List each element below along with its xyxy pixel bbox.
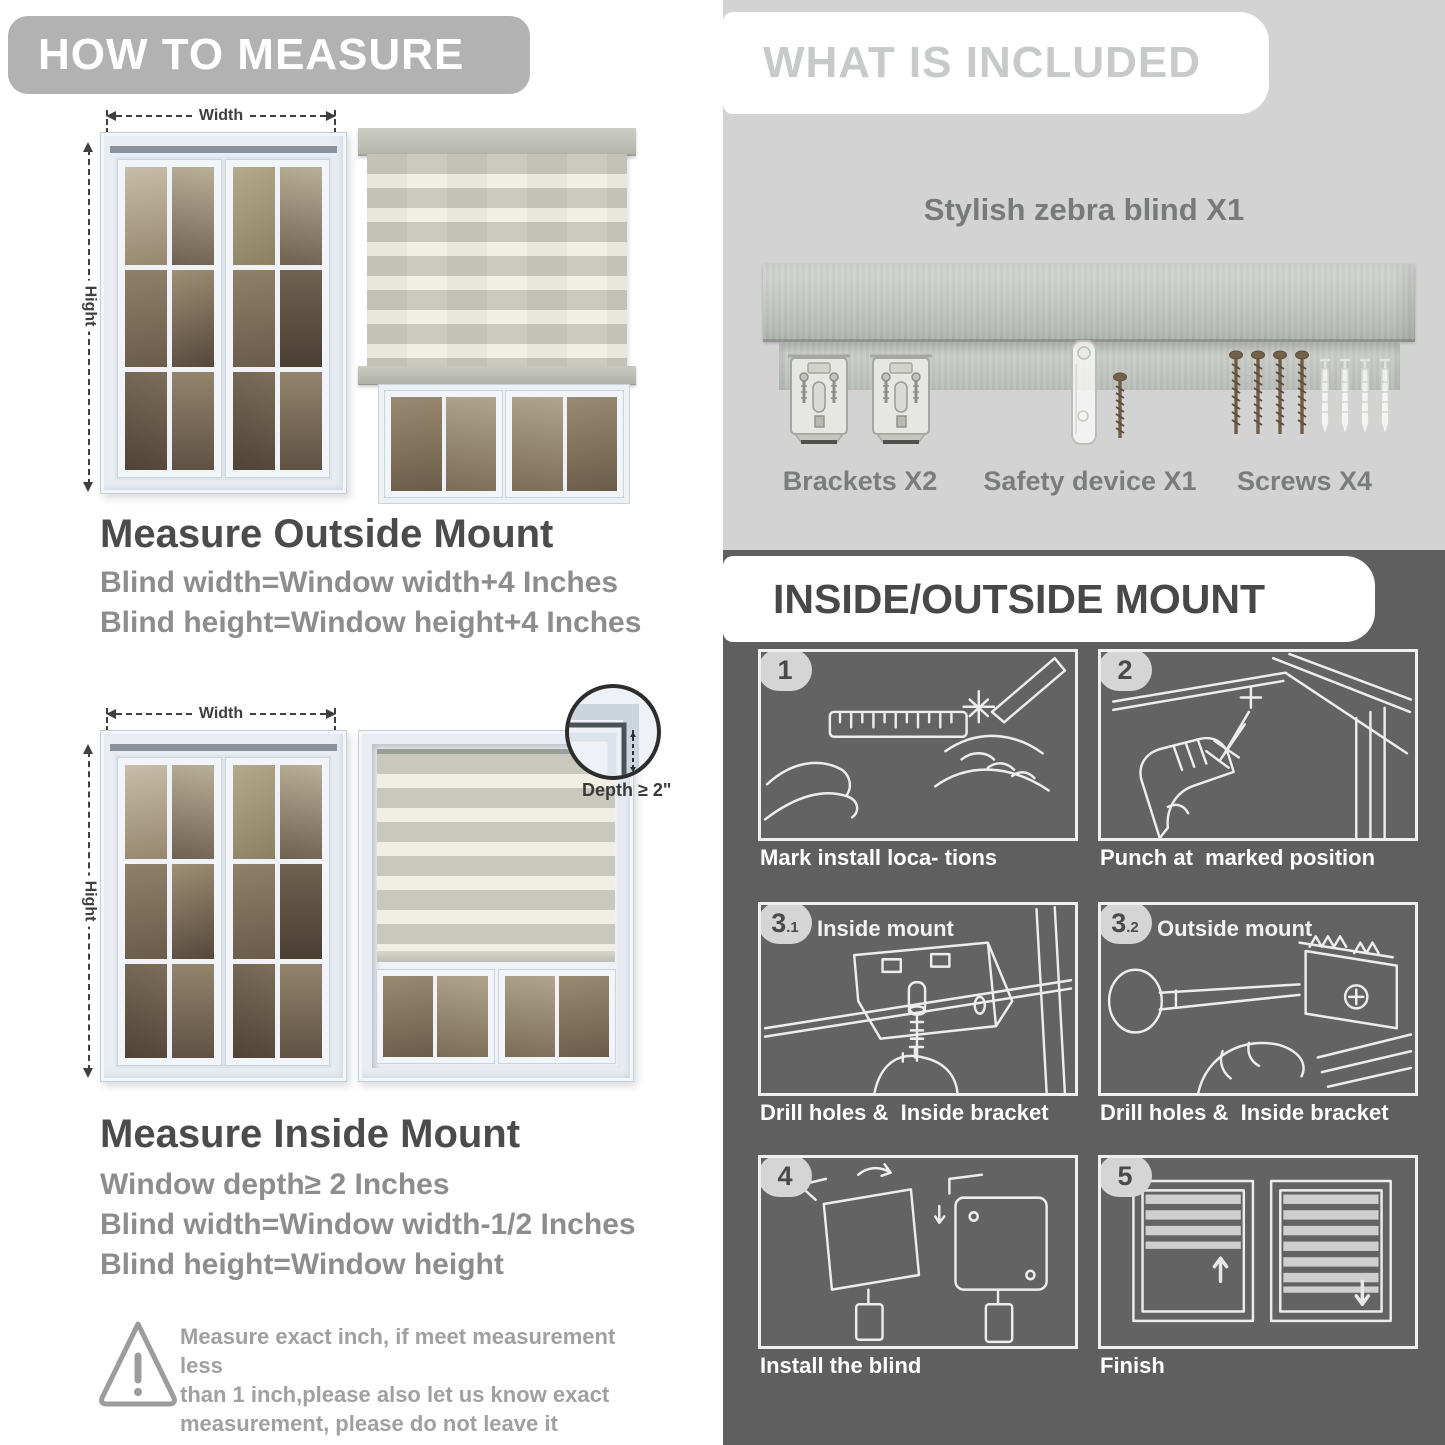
step-panel-3-1: [758, 902, 1078, 1096]
window-pane: [280, 964, 322, 1058]
window-pane: [125, 167, 167, 265]
inside-mount-title: Measure Inside Mount: [100, 1112, 521, 1156]
blind-headrail: [763, 264, 1415, 342]
what-is-included-header: [723, 12, 1269, 114]
screw-icon: [1112, 372, 1128, 446]
width-arrow-outside: [106, 106, 336, 126]
inside-outside-mount-header: [723, 556, 1375, 642]
height-arrow-inside: [78, 744, 100, 1078]
height-label: Hight: [79, 876, 99, 927]
window-pane: [125, 270, 167, 368]
step-panel-label: Inside mount: [817, 916, 954, 941]
window-pane: [233, 270, 275, 368]
safety-device-label: Safety device X1: [983, 466, 1197, 496]
window-pane: [233, 864, 275, 958]
safety-device-icon: [1066, 338, 1102, 448]
brackets-label: Brackets X2: [782, 466, 938, 496]
window-pane: [280, 864, 322, 958]
step-badge: 1: [758, 649, 812, 691]
product-label: Stylish zebra blind X1: [923, 192, 1245, 227]
window-pane: [172, 167, 214, 265]
window-top-track: [110, 744, 337, 751]
how-to-measure-header: [8, 16, 530, 94]
outside-formula-width: Blind width=Window width+4 Inches: [100, 566, 619, 599]
zebra-fabric: [367, 154, 627, 366]
width-arrow-inside: [106, 704, 336, 724]
width-label: Width: [198, 107, 244, 124]
window-top-track: [110, 146, 337, 153]
step-badge: 2: [1098, 649, 1152, 691]
window-door: [226, 160, 329, 477]
window-pane: [233, 765, 275, 859]
window-pane: [280, 270, 322, 368]
warning-text: [180, 1322, 640, 1438]
window-pane: [125, 864, 167, 958]
step-caption-1: Mark install loca- tions: [760, 845, 998, 870]
window-pane: [125, 765, 167, 859]
warning-line: than 1 inch,please also let us know exact: [180, 1382, 610, 1407]
window-pane: [172, 864, 214, 958]
window-pane: [233, 372, 275, 470]
step-caption-3-1: Drill holes & Inside bracket: [760, 1100, 1049, 1125]
screw-icon: [1250, 350, 1266, 442]
window-pane: [280, 765, 322, 859]
window-pane: [125, 372, 167, 470]
inside-outside-mount-title: INSIDE/OUTSIDE MOUNT: [773, 575, 1266, 622]
step-caption-5: Finish: [1100, 1353, 1165, 1378]
corner-detail-icon: [569, 688, 657, 776]
zebra-fabric-inside: [377, 749, 615, 962]
window-photo-inside-left: [100, 730, 347, 1082]
blind-outside-photo: [358, 126, 636, 492]
window-door: [118, 758, 221, 1065]
blind-bottom-rail: [358, 366, 636, 385]
step-panel-1: [758, 649, 1078, 841]
step-badge: 5: [1098, 1155, 1152, 1197]
window-pane: [172, 765, 214, 859]
window-door: [499, 970, 616, 1063]
step-badge: 3 .1: [758, 902, 812, 944]
window-door: [377, 970, 494, 1063]
blind-bottom-rail: [377, 951, 615, 962]
step-badge: 3 .2: [1098, 902, 1152, 944]
step-caption-3-2: Drill holes & Inside bracket: [1100, 1100, 1389, 1125]
depth-label: Depth ≥ 2": [582, 780, 672, 800]
wall-anchor-icon: [1318, 358, 1332, 440]
what-is-included-title: WHAT IS INCLUDED: [763, 38, 1202, 87]
window-door: [226, 758, 329, 1065]
inside-formula-depth: Window depth≥ 2 Inches: [100, 1168, 450, 1201]
step-panel-3-2: [1098, 902, 1418, 1096]
wall-anchor-icon: [1338, 358, 1352, 440]
window-door: [118, 160, 221, 477]
window-below-blind: [378, 384, 630, 504]
step-caption-4: Install the blind: [760, 1353, 922, 1378]
width-label: Width: [198, 705, 244, 722]
window-pane: [233, 964, 275, 1058]
window-pane: [125, 964, 167, 1058]
step-panel-2: [1098, 649, 1418, 841]
window-pane: [233, 167, 275, 265]
screw-icon: [1294, 350, 1310, 442]
inside-formula-height: Blind height=Window height: [100, 1248, 504, 1281]
bracket-icon: [786, 350, 852, 446]
step-panel-label: Outside mount: [1157, 916, 1313, 941]
arrowhead-down-icon: [83, 1068, 93, 1078]
wall-anchor-icon: [1378, 358, 1392, 440]
warning-triangle-icon: [96, 1316, 180, 1408]
step-badge: 4: [758, 1155, 812, 1197]
window-pane: [172, 270, 214, 368]
height-arrow-outside: [78, 142, 100, 492]
warning-line: Measure exact inch, if meet measurement less: [180, 1324, 616, 1378]
blind-cassette: [358, 128, 636, 156]
bracket-icon: [868, 350, 934, 446]
screw-icon: [1272, 350, 1288, 442]
step-panel-4: [758, 1155, 1078, 1349]
inside-formula-width: Blind width=Window width-1/2 Inches: [100, 1208, 636, 1241]
window-photo-outside: [100, 132, 347, 494]
height-label: Hight: [79, 281, 99, 332]
step-panel-5: [1098, 1155, 1418, 1349]
outside-formula-height: Blind height=Window height+4 Inches: [100, 606, 642, 639]
depth-detail-inset: [565, 684, 661, 780]
step-caption-2: Punch at marked position: [1100, 845, 1376, 870]
window-pane: [172, 964, 214, 1058]
window-pane: [172, 372, 214, 470]
window-pane: [280, 372, 322, 470]
window-pane: [280, 167, 322, 265]
screws-label: Screws X4: [1236, 466, 1373, 496]
arrowhead-down-icon: [83, 482, 93, 492]
screw-icon: [1228, 350, 1244, 442]
wall-anchor-icon: [1358, 358, 1372, 440]
outside-mount-title: Measure Outside Mount: [100, 512, 554, 556]
how-to-measure-title: HOW TO MEASURE: [38, 30, 465, 79]
warning-line: measurement, please do not leave it: [180, 1411, 558, 1436]
